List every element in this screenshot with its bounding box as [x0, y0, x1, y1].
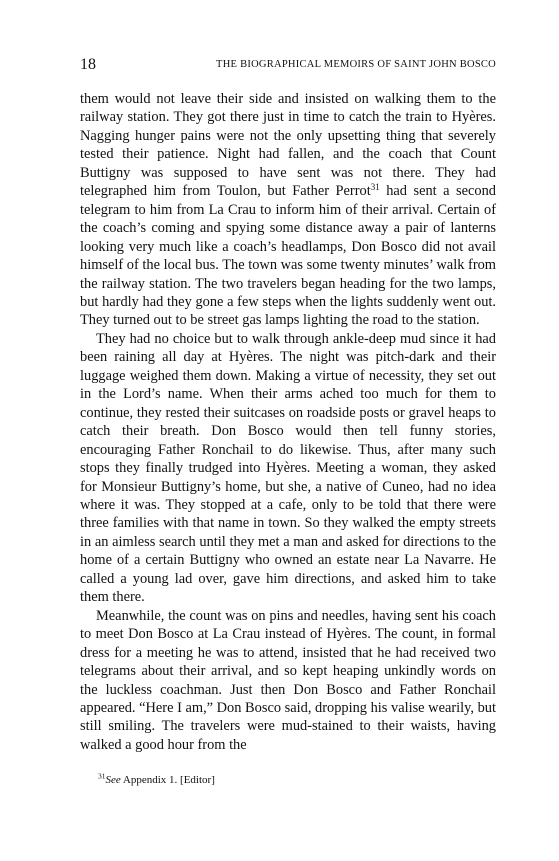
footnote-text: Appendix 1. [Editor] — [120, 774, 215, 786]
paragraph-3: Meanwhile, the count was on pins and needles, having sent his coach to meet Don Bosco at La Crau instead of Hyères. The count, in formal dress for a meeting he was to attend, insisted that he had received two telegrams about their arrival, and so kept heaping unkindly words on the luckless coachman. Just then Don Bosco and Father Ronchail appeared. “Here I am,” Don Bosco said, dropping his valise wearily, but still smiling. The travelers were mud-stained to their waists, having walked a good hour from the — [80, 607, 496, 753]
body-text — [80, 90, 496, 754]
footnote-marker: 31 — [98, 771, 106, 781]
footnote-see: See — [105, 774, 121, 786]
page-header — [80, 56, 496, 74]
paragraph-2: They had no choice but to walk through ankle-deep mud since it had been raining all day at Hyères. The night was pitch-dark and their luggage weighed them down. Making a virtue of necessity, they set out in the Lord’s name. When their arms ached too much for them to continue, they rested their suitcases on roadside posts or gravel heaps to catch their breath. Don Bosco would then tell funny stories, encouraging Father Ronchail to do likewise. Thus, after many such stops they finally trudged into Hyères. Meeting a woman, they asked for Monsieur Buttigny’s home, but she, a native of Cuneo, had no idea where it was. They stopped at a cafe, only to be told that there were three families with that name in town. So they walked the empty streets in an aimless search until they met a man and asked for directions to the home of a certain Buttigny who owned an estate near La Navarre. He called a young lad over, gave him directions, and asked him to take them there. — [80, 330, 496, 606]
paragraph-1 — [80, 90, 496, 330]
paragraph-1-text-a: them would not leave their side and insisted on walking them to the railway station. They got there just in time to catch the train to Hyères. Nagging hunger pains were not the only upsetting thing that severely tested their patience. Night had fallen, and the coach that Count Buttigny was supposed to have sent was not there. They had telegraphed him from Toulon, but Father Perrot — [80, 91, 496, 200]
page-number: 18 — [80, 56, 96, 73]
paragraph-1-text-b: had sent a second telegram to him from La Crau to inform him of their arrival. Certain of the coach’s coming and spying some distance away a pair of lanterns looking very much like a coach’s headlamps, Don Bosco did not avail himself of the local bus. The town was some twenty minutes’ walk from the railway station. The two travelers began heading for the two lamps, but hardly had they gone a few steps when the lights suddenly went out. They turned out to be street gas lamps lighting the road to the station. — [80, 183, 497, 329]
footnote-reference: 31 — [370, 182, 380, 193]
running-head: THE BIOGRAPHICAL MEMOIRS OF SAINT JOHN BOSCO — [216, 59, 496, 70]
footnote — [98, 773, 215, 787]
